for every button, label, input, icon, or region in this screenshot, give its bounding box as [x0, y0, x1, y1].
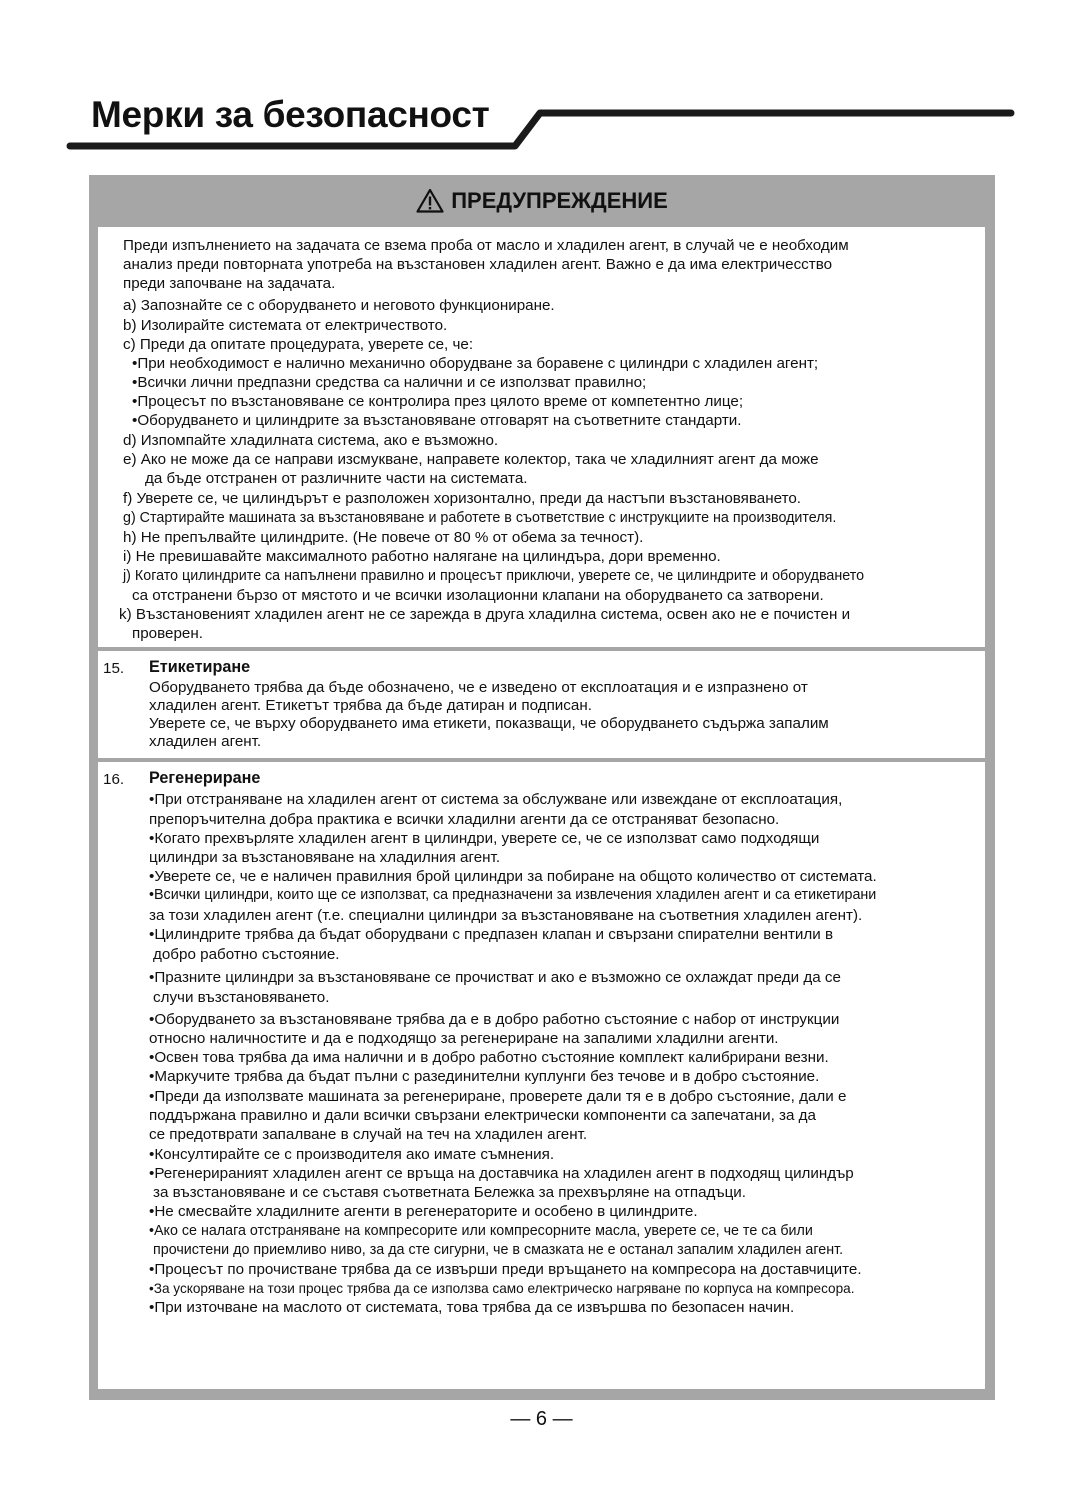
section-line: прочистени до приемливо ниво, за да сте сигурни, че в смазката не е останал запалим хладилен агент. — [153, 1242, 844, 1258]
warning-title: ПРЕДУПРЕЖДЕНИЕ — [451, 188, 668, 213]
section-line: цилиндри за възстановяване на хладилния агент. — [149, 849, 501, 866]
warning-line: са отстранени бързо от мястото и че всички изолационни клапани на оборудването са затворени. — [132, 587, 824, 604]
section-line: •Всички цилиндри, които ще се използват, са предназначени за извлечения хладилен агент и са етикетирани — [149, 887, 877, 903]
warning-line: •При необходимост е налично механично оборудване за боравене с цилиндри с хладилен агент; — [132, 355, 819, 372]
section-line: •За ускоряване на този процес трябва да се използва само електрическо нагряване по корпуса на компресора. — [149, 1281, 855, 1296]
section-line: •При източване на маслото от системата, това трябва да се извършва по безопасен начин. — [149, 1299, 795, 1316]
warning-header — [89, 175, 995, 227]
warning-line: i) Не превишавайте максималното работно налягане на цилиндъра, дори временно. — [123, 548, 721, 565]
warning-line: e) Ако не може да се направи изсмукване, направете колектор, така че хладилният агент да може — [123, 451, 819, 468]
section-line: поддържана правилно и дали всички свързани електрически компоненти са запечатани, за да — [149, 1107, 816, 1124]
section-line: за възстановяване и се съставя съответната Бележка за прехвърляне на отпадъци. — [153, 1184, 746, 1201]
warning-line: анализ преди повторната употреба на възстановен хладилен агент. Важно е да има електричесство — [123, 256, 833, 273]
warning-line: h) Не препълвайте цилиндрите. (Не повече от 80 % от обема за течност). — [123, 529, 644, 546]
section-line: случи възстановяването. — [153, 989, 330, 1006]
section-line: •Празните цилиндри за възстановяване се прочистват и ако е възможно се охлаждат преди да се — [149, 969, 841, 986]
warning-line: проверен. — [132, 625, 203, 642]
warning-line: k) Възстановеният хладилен агент не се зарежда в друга хладилна система, освен ако не е почистен и — [119, 606, 851, 623]
warning-line: •Оборудването и цилиндрите за възстановяване отговарят на съответните стандарти. — [132, 412, 742, 429]
page-number: — 6 — — [510, 1408, 573, 1430]
section-line: за този хладилен агент (т.е. специални цилиндри за възстановяване на съответния хладилен агент). — [149, 907, 863, 924]
warning-line: a) Запознайте се с оборудването и неговото функциониране. — [123, 297, 555, 314]
section-line: •Преди да използвате машината за регенериране, проверете дали тя е в добро състояние, дали е — [149, 1088, 847, 1105]
section-labeling — [98, 651, 985, 758]
section-line: •Освен това трябва да има налични и в добро работно състояние комплект калибрирани везни. — [149, 1049, 829, 1066]
section-number: 16. — [103, 771, 125, 788]
page-title: Мерки за безопасност — [91, 94, 490, 135]
section-title: Регенериране — [149, 769, 261, 787]
section-line: препоръчителна добра практика е всички хладилни агенти да се отстраняват безопасно. — [149, 811, 780, 828]
warning-panel — [89, 175, 995, 1400]
section-line: добро работно състояние. — [153, 946, 340, 963]
section-line: •Маркучите трябва да бъдат пълни с разединителни куплунги без течове и в добро състояние. — [149, 1068, 820, 1085]
section-line: •Когато прехвърляте хладилен агент в цилиндри, уверете се, че се използват само подходящи — [149, 830, 820, 847]
warning-box — [98, 227, 985, 647]
header-rule — [0, 0, 1083, 160]
section-line: •Консултирайте се с производителя ако имате съмнения. — [149, 1146, 555, 1163]
section-line: •При отстраняване на хладилен агент от система за обслужване или извеждане от експлоатация, — [149, 791, 843, 808]
section-line: •Не смесвайте хладилните агенти в регенераторите и особено в цилиндрите. — [149, 1203, 698, 1220]
section-line: се предотврати запалване в случай на теч на хладилен агент. — [149, 1126, 588, 1143]
warning-line: •Процесът по възстановяване се контролира през цялото време от компетентно лице; — [132, 393, 744, 410]
section-line: •Регенерираният хладилен агент се връща на доставчика на хладилен агент в подходящ цилиндър — [149, 1165, 854, 1182]
warning-line: преди започване на задачата. — [123, 275, 336, 292]
section-line: •Цилиндрите трябва да бъдат оборудвани с предпазен клапан и свързани спирателни вентили в — [149, 926, 834, 943]
section-line: •Процесът по прочистване трябва да се извърши преди връщането на компресора на доставчиците. — [149, 1261, 862, 1278]
warning-line: •Всички лични предпазни средства са налични и се използват правилно; — [132, 374, 647, 391]
warning-line: j) Когато цилиндрите са напълнени правилно и процесът приключи, уверете се, че цилиндрите и оборудването — [123, 568, 865, 584]
section-line: •Уверете се, че е наличен правилния брой цилиндри за побиране на общото количество от системата. — [149, 868, 877, 885]
section-line: хладилен агент. — [149, 733, 262, 750]
section-title: Етикетиране — [149, 658, 251, 676]
section-line: Уверете се, че върху оборудването има етикети, показващи, че оборудването съдържа запалим — [149, 715, 829, 732]
warning-line: d) Изпомпайте хладилната система, ако е възможно. — [123, 432, 499, 449]
warning-line: g) Стартирайте машината за възстановяване и работете в съответствие с инструкциите на производителя. — [123, 510, 837, 526]
warning-line: да бъде отстранен от различните части на системата. — [145, 470, 528, 487]
warning-triangle-icon — [416, 188, 444, 213]
section-number: 15. — [103, 660, 125, 677]
warning-line: f) Уверете се, че цилиндърът е разположен хоризонтално, преди да настъпи възстановяването. — [123, 490, 802, 507]
section-line: хладилен агент. Етикетът трябва да бъде датиран и подписан. — [149, 697, 592, 714]
warning-line: b) Изолирайте системата от електричеството. — [123, 317, 448, 334]
section-line: •Ако се налага отстраняване на компресорите или компресорните масла, уверете се, че те са били — [149, 1223, 813, 1239]
section-recovery — [98, 762, 985, 1389]
section-line: относно наличностите и да е подходящо за регенериране на запалими хладилни агенти. — [149, 1030, 779, 1047]
page-header — [0, 0, 1083, 160]
section-line: •Оборудването за възстановяване трябва да е в добро работно състояние с набор от инструкции — [149, 1011, 840, 1028]
section-line: Оборудването трябва да бъде обозначено, че е изведено от експлоатация и е изпразнено от — [149, 679, 808, 696]
warning-line: Преди изпълнението на задачата се взема проба от масло и хладилен агент, в случай че е необходим — [123, 237, 849, 254]
warning-line: c) Преди да опитате процедурата, уверете се, че: — [123, 336, 474, 353]
